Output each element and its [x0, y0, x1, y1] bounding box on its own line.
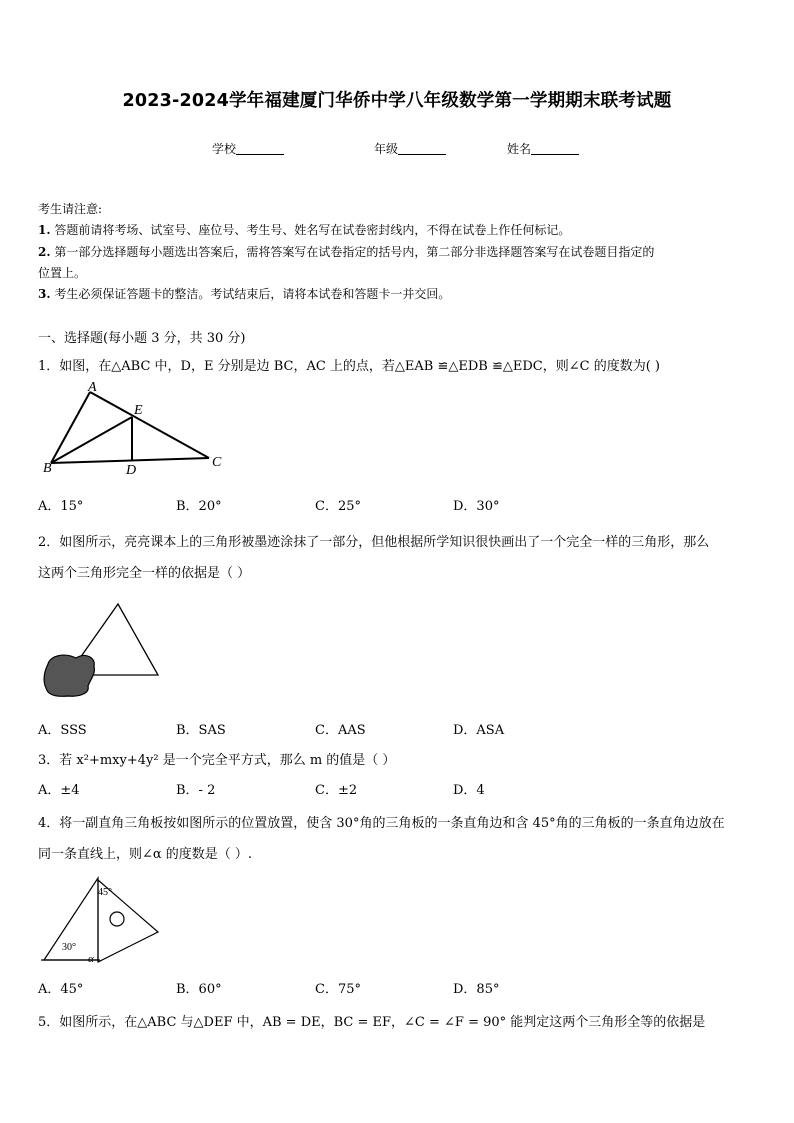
q3-option-a: A．±4: [38, 783, 80, 798]
q4-option-c: C．75°: [315, 982, 361, 997]
q4-option-d: D．85°: [453, 982, 500, 997]
notice-item-3: 3. 考生必须保证答题卡的整洁。考试结束后，请将本试卷和答题卡一并交回。: [38, 287, 451, 301]
q2-option-c: C．AAS: [315, 723, 366, 738]
page-title: 2023-2024学年福建厦门华侨中学八年级数学第一学期期末联考试题: [122, 91, 672, 111]
notice-heading: 考生请注意:: [38, 202, 103, 216]
ink-blot: [44, 655, 94, 696]
question-2: 2．如图所示，亮亮课本上的三角形被墨迹涂抹了一部分，但他根据所学知识很快画出了一个完全一样的三角形，那么: [38, 535, 710, 550]
school-blank: [236, 141, 284, 155]
name-label: 姓名: [507, 142, 532, 156]
question-1: 1．如图，在△ABC 中，D，E 分别是边 BC，AC 上的点，若△EAB ≌△EDB ≌△EDC，则∠C 的度数为( ): [38, 359, 660, 374]
notice-item-2: 2. 第一部分选择题每小题选出答案后，需将答案写在试卷指定的括号内，第二部分非选择题答案写在试卷题目指定的: [38, 245, 655, 259]
question-3: 3．若 x²+mxy+4y² 是一个完全平方式，那么 m 的值是（ ）: [38, 753, 396, 768]
grade-label: 年级: [374, 142, 399, 156]
q1-option-b: B．20°: [176, 499, 222, 514]
q1-label-d: D: [126, 463, 137, 475]
q3-option-d: D．4: [453, 783, 485, 798]
q1-option-d: D．30°: [453, 499, 500, 514]
q3-option-b: B．- 2: [176, 783, 216, 798]
school-field: [212, 140, 284, 157]
q1-label-b: B: [43, 461, 52, 475]
q4-label-30: 30°: [62, 942, 76, 953]
q1-label-e: E: [134, 403, 143, 418]
q1-option-a: A．15°: [38, 499, 84, 514]
q2-ink-triangle-figure: [38, 600, 168, 705]
grade-blank: [398, 141, 446, 155]
q4-option-b: B．60°: [176, 982, 222, 997]
question-4: 4．将一副直角三角板按如图所示的位置放置，使含 30°角的三角板的一条直角边和含 45°角的三角板的一条直角边放在: [38, 816, 725, 831]
question-4-cont: 同一条直线上，则∠α 的度数是（ ）.: [38, 847, 253, 862]
name-field: [507, 140, 579, 157]
q2-option-b: B．SAS: [176, 723, 226, 738]
notice-item-2-cont: 位置上。: [38, 266, 87, 280]
q1-label-a: A: [88, 380, 97, 395]
question-2-cont: 这两个三角形完全一样的依据是（ ）: [38, 566, 251, 581]
q2-option-d: D．ASA: [453, 723, 505, 738]
q2-option-a: A．SSS: [38, 723, 87, 738]
name-blank: [531, 141, 579, 155]
section-heading: 一、选择题(每小题 3 分，共 30 分): [38, 331, 246, 346]
q4-set-squares-figure: [38, 870, 163, 970]
q3-option-c: C．±2: [315, 783, 358, 798]
grade-field: [374, 140, 446, 157]
notice-item-1: 1. 答题前请将考场、试室号、座位号、考生号、姓名写在试卷密封线内，不得在试卷上作任何标记。: [38, 223, 571, 237]
question-5: 5．如图所示，在△ABC 与△DEF 中，AB = DE，BC = EF，∠C = ∠F = 90° 能判定这两个三角形全等的依据是: [38, 1015, 706, 1030]
school-label: 学校: [212, 142, 237, 156]
q4-option-a: A．45°: [38, 982, 84, 997]
q1-label-c: C: [212, 455, 222, 470]
q1-triangle-figure: [38, 380, 228, 475]
q1-option-c: C．25°: [315, 499, 361, 514]
q4-label-alpha: α: [88, 953, 94, 965]
q4-label-45: 45°: [98, 887, 112, 898]
